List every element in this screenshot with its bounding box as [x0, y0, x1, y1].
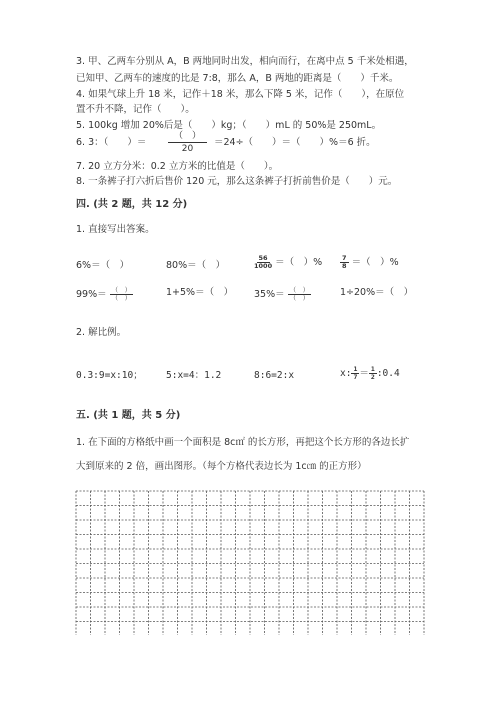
proportion-2: 5:x=4：1.2	[166, 370, 222, 381]
calc-r2-c1-denominator: （ ）	[111, 294, 132, 302]
proportion-4-f2-denominator: 2	[370, 373, 375, 381]
proportion-3: 8:6=2:x	[254, 370, 295, 381]
question-7: 7. 20 立方分米：0.2 立方米的比值是（ ）。	[76, 161, 279, 172]
calc-r1-c4-tail: ＝（ ）%	[351, 257, 399, 268]
question-4-line-1: 4. 如果气球上升 18 米，记作＋18 米，那么下降 5 米，记作（ ），在原位	[76, 89, 405, 100]
section-5-question-line-2: 大到原来的 2 倍，画出图形。（每个方格代表边长为 1c㎝ 的正方形）	[76, 461, 367, 472]
question-3-line-2: 已知甲、乙两车的速度的比是 7:8，那么 A，B 两地的距离是（ ）千米。	[76, 73, 399, 84]
section-5-question-line-1: 1. 在下面的方格纸中画一个面积是 8c㎡ 的长方形，再把这个长方形的各边长扩	[76, 437, 410, 448]
question-8: 8. 一条裤子打六折后售价 120 元，那么这条裤子打折前售价是（ ）元。	[76, 176, 398, 187]
question-5: 5. 100kg 增加 20%后是（ ）kg；（ ）mL 的 50%是 250mL。	[76, 120, 382, 131]
section-4-part-2-title: 2. 解比例。	[76, 327, 127, 338]
calc-r1-c3	[254, 255, 322, 270]
proportion-4-b: :0.4	[376, 368, 400, 379]
proportion-4-f1-denominator: 7	[353, 373, 358, 381]
calc-r2-c1	[76, 287, 133, 302]
question-6-fraction	[168, 131, 207, 154]
square-grid-paper[interactable]	[75, 490, 425, 635]
question-6-fraction-numerator: （ ）	[168, 131, 207, 143]
calc-r1-c1: 6%＝（ ）	[76, 260, 130, 271]
proportion-4-a: x:	[340, 368, 352, 379]
proportion-4	[340, 366, 400, 381]
proportion-4-f1-numerator: 1	[353, 365, 358, 373]
question-6-prefix: 6. 3：（ ）＝	[76, 137, 147, 148]
calc-r2-c1-fraction	[110, 287, 134, 302]
calc-r1-c3-denominator: 1000	[254, 262, 273, 270]
section-4-part-1-title: 1. 直接写出答案。	[76, 224, 155, 235]
calc-r2-c1-numerator: （ ）	[111, 286, 132, 294]
proportion-4-f2-numerator: 1	[370, 365, 375, 373]
calc-r1-c3-tail: ＝（ ）%	[275, 257, 323, 268]
calc-r2-c3-denominator: （ ）	[289, 294, 310, 302]
question-6-fraction-denominator: 20	[181, 144, 194, 154]
proportion-1: 0.3:9=x:10；	[76, 370, 143, 381]
calc-r2-c2: 1+5%＝（ ）	[166, 287, 234, 298]
calc-r2-c4: 1÷20%＝（ ）	[340, 287, 414, 298]
calc-r2-c3-prefix: 35%＝	[254, 289, 285, 300]
calc-r1-c4	[340, 255, 399, 270]
proportion-4-fraction-2	[369, 366, 377, 381]
section-5-heading: 五. (共 1 题，共 5 分)	[76, 410, 181, 421]
calc-r2-c3-numerator: （ ）	[289, 286, 310, 294]
proportion-4-equals: ＝	[359, 368, 369, 379]
calc-r1-c2: 80%＝（ ）	[166, 260, 226, 271]
question-3-line-1: 3. 甲、乙两车分别从 A，B 两地同时出发，相向而行，在离中点 5 千米处相遇，	[76, 56, 414, 67]
calc-r1-c3-numerator: 56	[258, 254, 268, 262]
calc-r1-c3-fraction	[254, 255, 272, 270]
calc-r1-c4-fraction	[340, 255, 349, 270]
calc-r1-c4-numerator: 7	[342, 254, 347, 262]
calc-r1-c4-denominator: 8	[342, 262, 347, 270]
question-4-line-2: 置不升不降，记作（ ）。	[76, 104, 195, 115]
section-4-heading: 四. (共 2 题，共 12 分)	[76, 199, 188, 210]
calc-r2-c1-prefix: 99%＝	[76, 289, 107, 300]
calc-r2-c3-fraction	[288, 287, 312, 302]
question-6-suffix: ＝24÷（ ）＝（ ）%＝6 折。	[214, 137, 376, 148]
calc-r2-c3	[254, 287, 311, 302]
